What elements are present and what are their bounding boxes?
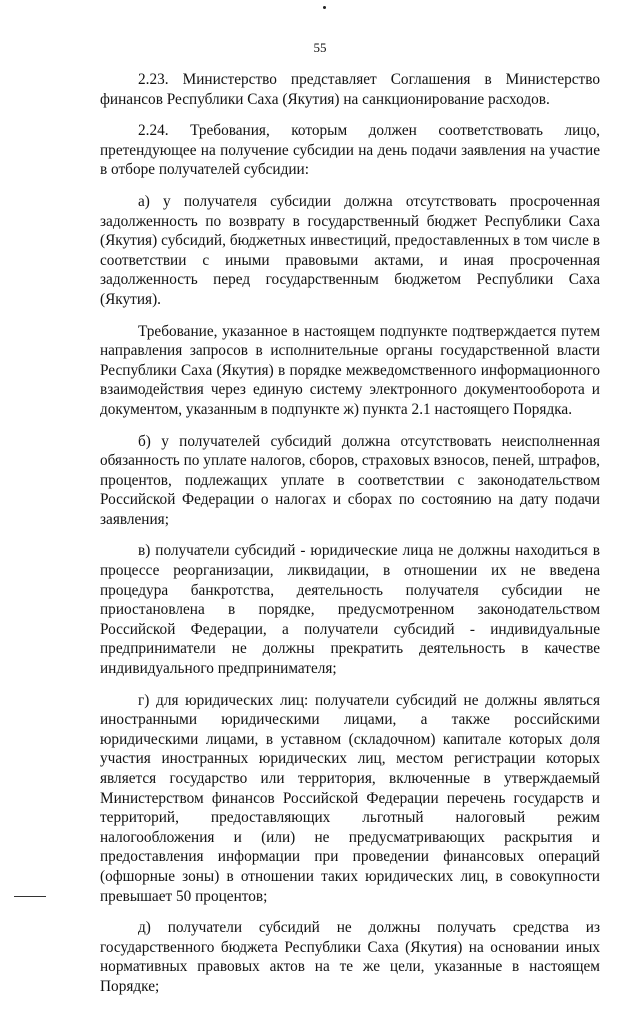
- paragraph-subitem-v: в) получатели субсидий - юридические лица не должны находиться в процессе реорганизации, ликвидации, в отношении их не введена процедура банкротства, деятельность получателя субсидии не приостановлена в порядке, предусмотренном законодательством Российской Федерации, а получатели субсидий - индивидуальные предприниматели не должны прекратить деятельность в качестве индивидуального предпринимателя;: [100, 542, 600, 678]
- paragraph-requirement-note: Требование, указанное в настоящем подпункте подтверждается путем направления запросов в исполнительные органы государственной власти Республики Саха (Якутия) в порядке межведомственного информационного взаимодействия через единую систему электронного документооборота и документом, указанным в подпункте ж) пункта 2.1 настоящего Порядка.: [100, 322, 600, 418]
- paragraph-2-24: 2.24. Требования, которым должен соответствовать лицо, претендующее на получение субсидии на день подачи заявления на участие в отборе получателей субсидии:: [100, 122, 600, 179]
- scan-dot-mark: [323, 6, 326, 9]
- document-body: [100, 70, 600, 1009]
- paragraph-subitem-a: а) у получателя субсидии должна отсутствовать просроченная задолженность по возврату в государственный бюджет Республики Саха (Якутия) субсидий, бюджетных инвестиций, предоставленных в том числе в соответствии с иными правовыми актами, и иная просроченная задолженность перед государственным бюджетом Республики Саха (Якутия).: [100, 192, 600, 308]
- paragraph-subitem-d: д) получатели субсидий не должны получать средства из государственного бюджета Республики Саха (Якутия) на основании иных нормативных правовых актов на те же цели, указанные в настоящем Порядке;: [100, 919, 600, 995]
- paragraph-subitem-g: г) для юридических лиц: получатели субсидий не должны являться иностранными юридическими лицами, а также российскими юридическими лицами, в уставном (складочном) капитале которых доля участия иностранных юридических лиц, местом регистрации которых является государство или территория, включенные в утверждаемый Министерством финансов Российской Федерации перечень государств и территорий, предоставляющих льготный налоговый режим налогообложения и (или) не предусматривающих раскрытия и предоставления информации при проведении финансовых операций (офшорные зоны) в отношении таких юридических лиц, в совокупности превышает 50 процентов;: [100, 691, 600, 905]
- page-number: 55: [313, 40, 327, 55]
- paragraph-subitem-b: б) у получателей субсидий должна отсутствовать неисполненная обязанность по уплате налогов, сборов, страховых взносов, пеней, штрафов, процентов, подлежащих уплате в соответствии с законодательством Российской Федерации о налогах и сборах по состоянию на дату подачи заявления;: [100, 432, 600, 528]
- footer-divider: [14, 896, 46, 897]
- paragraph-2-23: 2.23. Министерство представляет Соглашения в Министерство финансов Республики Саха (Якутия) на санкционирование расходов.: [100, 71, 600, 108]
